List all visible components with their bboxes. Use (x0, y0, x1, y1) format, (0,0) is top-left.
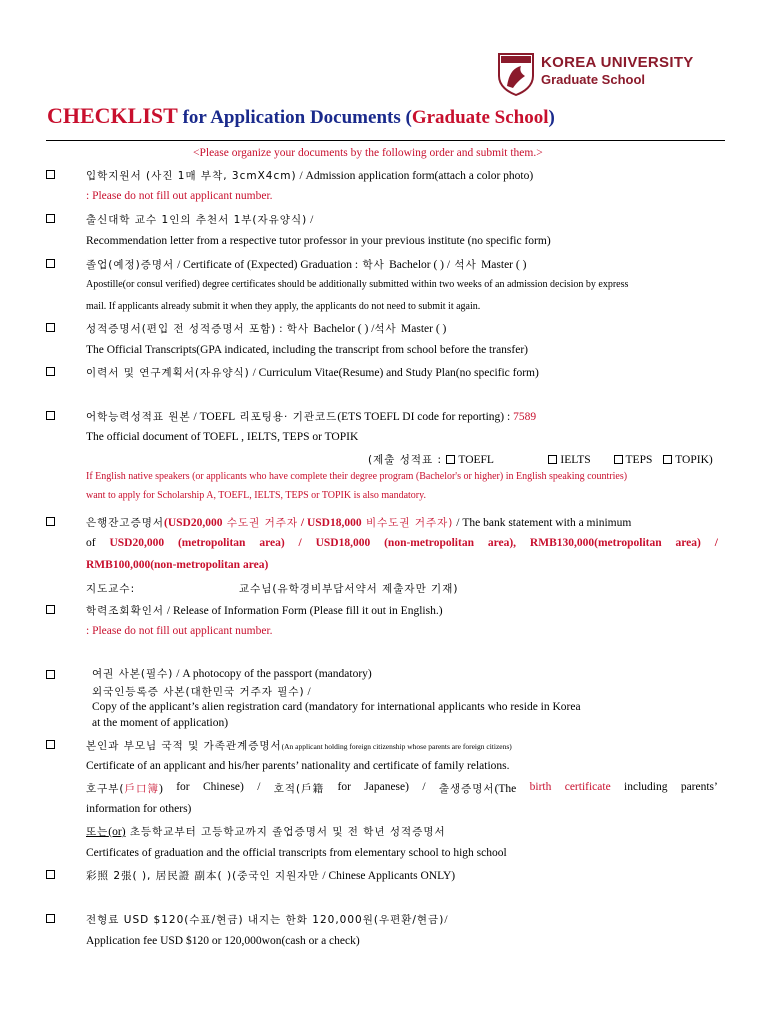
note-applicant-number: : Please do not fill out applicant number. (86, 190, 273, 202)
advisor-note: 교수님(유학경비부담서약서 제출자만 기재) (239, 583, 459, 595)
item-chinese-documents: 彩照 2張( ), 居民證 副本( )(중국인 지원자만 / Chinese Applicants ONLY) (86, 870, 456, 882)
note-applicant-number-2: : Please do not fill out applicant number. (86, 625, 273, 637)
item-nationality-family-en: Certificate of an applicant and his/her parents’ nationality and certificate of family relations. (86, 760, 510, 772)
native-speaker-note: If English native speakers (or applicants who have complete their degree program (Bachelor's or higher) in English speaking countries) (86, 471, 628, 482)
checkbox-release-form[interactable] (46, 605, 55, 614)
checkbox-transcripts[interactable] (46, 323, 55, 332)
option-topik-checkbox[interactable] (663, 455, 672, 464)
item-alien-card: 외국인등록증 사본(대한민국 거주자 필수) / (92, 686, 311, 698)
item-application-form: 입학지원서 (사진 1매 부착, 3cmX4cm) / Admission application form(attach a color photo) (86, 170, 534, 182)
item-transcripts: 성적증명서(편입 전 성적증명서 포함) : 학사 Bachelor ( ) /석사 Master ( ) (86, 323, 447, 335)
item-school-certificates: 또는(or) 초등학교부터 고등학교까지 졸업증명서 및 전 학년 성적증명서 (86, 826, 446, 838)
item-cv-study-plan: 이력서 및 연구계획서(자유양식) / Curriculum Vitae(Resume) and Study Plan(no specific form) (86, 367, 539, 379)
toefl-code: 7589 (513, 411, 537, 423)
checkbox-chinese-documents[interactable] (46, 870, 55, 879)
item-language-score-en: The official document of TOEFL , IELTS, TEPS or TOPIK (86, 431, 359, 443)
instruction-text: <Please organize your documents by the following order and submit them.> (193, 147, 543, 159)
checkbox-nationality-family[interactable] (46, 740, 55, 749)
item-application-fee-en: Application fee USD $120 or 120,000won(cash or a check) (86, 935, 360, 947)
item-family-documents-2: information for others) (86, 803, 192, 815)
checkbox-recommendation[interactable] (46, 214, 55, 223)
page-title: CHECKLIST for Application Documents (Graduate School) (47, 103, 555, 128)
crest-icon (497, 52, 535, 96)
item-recommendation-en: Recommendation letter from a respective tutor professor in your previous institute (no specific form) (86, 235, 551, 247)
bank-minimum-amounts: of USD20,000 (metropolitan area) / USD18,000 (non-metropolitan area), RMB130,000(metropolitan area) / (86, 537, 718, 549)
item-nationality-family: 본인과 부모님 국적 및 가족관계증명서(An applicant holding foreign citizenship whose parents are foreign citizens) (86, 740, 512, 752)
title-divider (46, 140, 725, 141)
logo-subtitle: Graduate School (541, 72, 646, 87)
item-apostille-note: Apostille(or consul verified) degree certificates should be additionally submitted within two weeks of an admission decision by express (86, 279, 629, 290)
logo-title: KOREA UNIVERSITY (541, 54, 694, 71)
native-speaker-note-2: want to apply for Scholarship A, TOEFL, IELTS, TEPS or TOPIK is also mandatory. (86, 490, 426, 501)
checkbox-bank-statement[interactable] (46, 517, 55, 526)
item-alien-card-en-2: at the moment of application) (92, 717, 229, 729)
item-family-documents: 호구부(戶口簿) for Chinese) / 호적(戶籍 for Japanese) / 출생증명서(The birth certificate including parents’ (86, 781, 718, 795)
checkbox-language-score[interactable] (46, 411, 55, 420)
item-transcripts-en: The Official Transcripts(GPA indicated, including the transcript from school before the transfer) (86, 344, 529, 356)
checkbox-application-form[interactable] (46, 170, 55, 179)
checkbox-cv-study-plan[interactable] (46, 367, 55, 376)
item-recommendation: 출신대학 교수 1인의 추천서 1부(자유양식) / (86, 214, 314, 226)
checkbox-application-fee[interactable] (46, 914, 55, 923)
option-teps-checkbox[interactable] (614, 455, 623, 464)
item-application-fee: 전형료 USD $120(수표/현금) 내지는 한화 120,000원(우편환/현금)/ (86, 914, 448, 926)
item-language-score: 어학능력성적표 원본 / TOEFL 리포팅용· 기관코드(ETS TOEFL DI code for reporting) : 7589 (86, 411, 537, 423)
item-release-form: 학력조회확인서 / Release of Information Form (Please fill it out in English.) (86, 605, 443, 617)
item-bank-statement: 은행잔고증명서(USD20,000 수도권 거주자 / USD18,000 비수도권 거주자) / The bank statement with a minimum (86, 517, 632, 529)
score-type-options: (제출 성적표 : TOEFL IELTS TEPS TOPIK) (368, 454, 713, 466)
option-toefl-checkbox[interactable] (446, 455, 455, 464)
checkbox-passport[interactable] (46, 670, 55, 679)
bank-minimum-amounts-2: RMB100,000(non-metropolitan area) (86, 559, 269, 571)
item-alien-card-en: Copy of the applicant’s alien registration card (mandatory for international applicants who reside in Korea (92, 701, 581, 713)
item-passport: 여권 사본(필수) / A photocopy of the passport (mandatory) (92, 668, 372, 680)
item-school-certificates-en: Certificates of graduation and the official transcripts from elementary school to high school (86, 847, 507, 859)
checkbox-graduation-certificate[interactable] (46, 259, 55, 268)
item-graduation-certificate: 졸업(예정)증명서 / Certificate of (Expected) Graduation : 학사 Bachelor ( ) / 석사 Master ( ) (86, 259, 527, 271)
option-ielts-checkbox[interactable] (548, 455, 557, 464)
item-apostille-note-2: mail. If applicants already submit it when they apply, the applicants do not need to submit it again. (86, 301, 481, 312)
advisor-label: 지도교수: (86, 583, 136, 595)
